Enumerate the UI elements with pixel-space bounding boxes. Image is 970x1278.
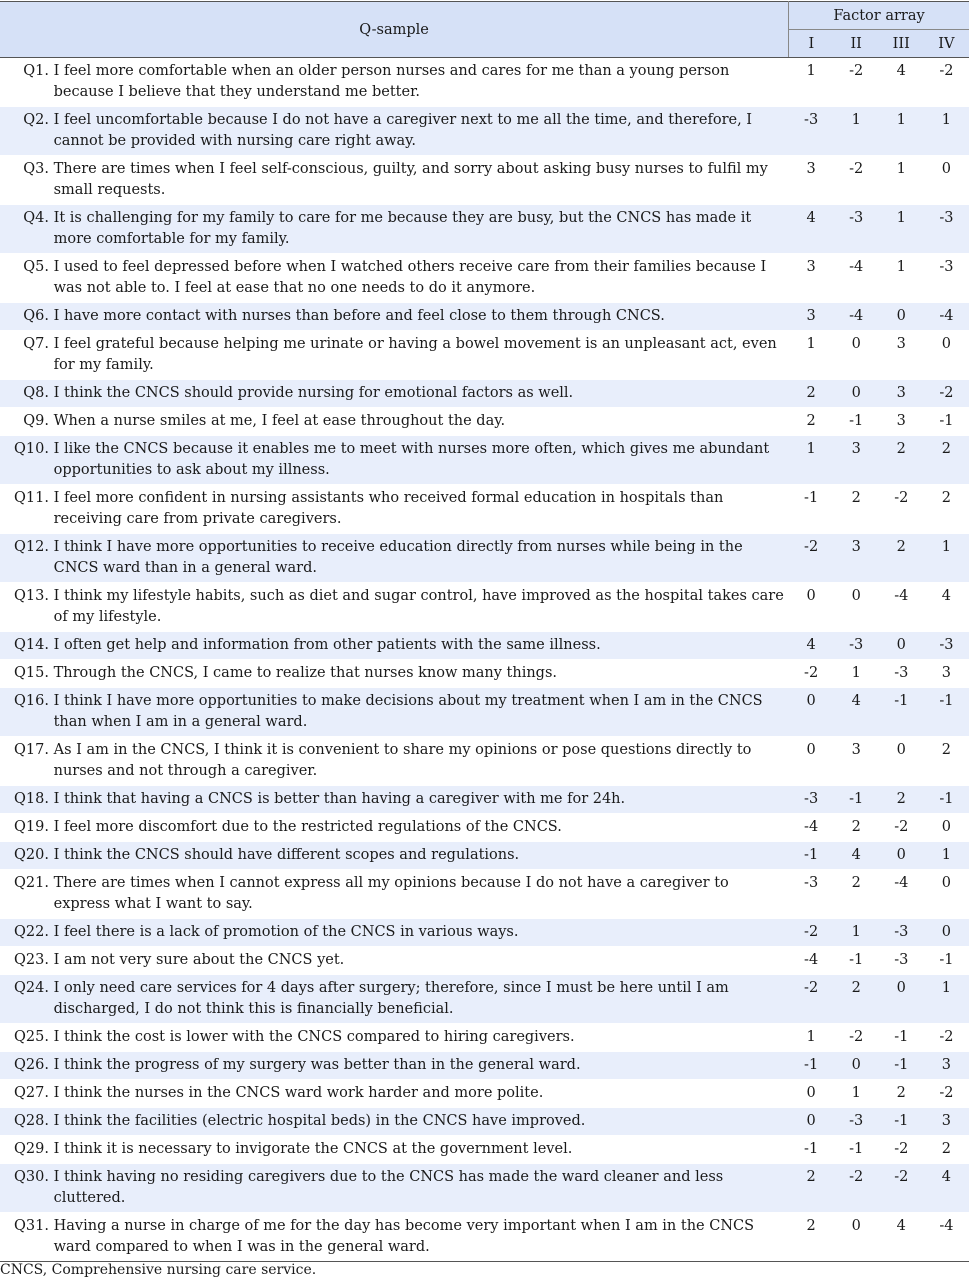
table-row <box>0 156 969 205</box>
q-sample-cell <box>0 1024 789 1052</box>
factor-i-value: -1 <box>789 1136 834 1164</box>
factor-iv-value: 4 <box>924 583 969 632</box>
q-id: Q6. <box>23 308 49 324</box>
factor-iii-value: 1 <box>879 107 924 156</box>
factor-iv-value: -2 <box>924 1080 969 1108</box>
factor-iv-value: -3 <box>924 254 969 303</box>
factor-iii-value: 2 <box>879 534 924 583</box>
q-statement: I feel there is a lack of promotion of the CNCS in various ways. <box>53 924 519 940</box>
q-sample-cell <box>0 870 789 919</box>
table-footnote: CNCS, Comprehensive nursing care service. <box>0 1262 317 1278</box>
q-statement: I think the CNCS should provide nursing for emotional factors as well. <box>53 385 574 401</box>
factor-i-value: 0 <box>789 688 834 737</box>
q-id: Q24. <box>14 980 49 996</box>
factor-ii-value: -1 <box>834 786 879 814</box>
table-row <box>0 408 969 436</box>
table-row <box>0 534 969 583</box>
factor-iv-value: -4 <box>924 303 969 331</box>
factor-ii-value: -4 <box>834 303 879 331</box>
q-id: Q19. <box>14 819 49 835</box>
factor-iii-value: -3 <box>879 660 924 688</box>
factor-iii-value: 1 <box>879 254 924 303</box>
q-sample-cell <box>0 534 789 583</box>
factor-ii-value: 0 <box>834 380 879 408</box>
q-sample-cell <box>0 632 789 660</box>
factor-i-value: 2 <box>789 1164 834 1213</box>
factor-i-value: -4 <box>789 814 834 842</box>
factor-ii-value: 0 <box>834 583 879 632</box>
q-sample-cell <box>0 688 789 737</box>
q-sample-cell <box>0 919 789 947</box>
factor-ii-value: 2 <box>834 975 879 1024</box>
table-row <box>0 205 969 254</box>
factor-i-value: 0 <box>789 583 834 632</box>
q-sample-cell <box>0 1164 789 1213</box>
q-id: Q30. <box>14 1169 49 1185</box>
factor-i-value: -3 <box>789 107 834 156</box>
factor-iv-value: -1 <box>924 408 969 436</box>
factor-iii-value: -3 <box>879 919 924 947</box>
factor-i-value: 0 <box>789 1080 834 1108</box>
q-id: Q25. <box>14 1029 49 1045</box>
q-id: Q21. <box>14 875 49 891</box>
q-id: Q20. <box>14 847 49 863</box>
q-statement: There are times when I feel self-conscious, guilty, and sorry about asking busy nurses to fulfil my small requests. <box>53 161 768 198</box>
q-id: Q14. <box>14 637 49 653</box>
q-id: Q29. <box>14 1141 49 1157</box>
factor-ii-value: 2 <box>834 814 879 842</box>
q-statement: I only need care services for 4 days after surgery; therefore, since I must be here until I am discharged, I do not think this is financially beneficial. <box>53 980 729 1017</box>
factor-iv-value: 2 <box>924 737 969 786</box>
q-statement: I think my lifestyle habits, such as diet and sugar control, have improved as the hospital takes care of my lifestyle. <box>53 588 784 625</box>
q-sample-cell <box>0 485 789 534</box>
q-statement: I often get help and information from other patients with the same illness. <box>53 637 601 653</box>
factor-header-iii: III <box>879 30 924 58</box>
factor-i-value: 3 <box>789 156 834 205</box>
factor-ii-value: 1 <box>834 660 879 688</box>
factor-ii-value: 2 <box>834 870 879 919</box>
table-row <box>0 814 969 842</box>
q-id: Q23. <box>14 952 49 968</box>
q-id: Q4. <box>23 210 49 226</box>
factor-iii-value: 3 <box>879 380 924 408</box>
table-row <box>0 1024 969 1052</box>
factor-iv-value: -2 <box>924 1024 969 1052</box>
q-id: Q10. <box>14 441 49 457</box>
factor-ii-value: 1 <box>834 919 879 947</box>
q-statement: I think the CNCS should have different scopes and regulations. <box>53 847 520 863</box>
table-row <box>0 58 969 107</box>
table-row <box>0 1164 969 1213</box>
factor-header-iv: IV <box>924 30 969 58</box>
factor-i-value: -2 <box>789 919 834 947</box>
factor-iii-value: 2 <box>879 436 924 485</box>
q-id: Q15. <box>14 665 49 681</box>
factor-i-value: -4 <box>789 947 834 975</box>
q-sample-cell <box>0 1136 789 1164</box>
q-sample-header: Q-sample <box>0 2 789 58</box>
table-row <box>0 303 969 331</box>
factor-iii-value: -4 <box>879 583 924 632</box>
factor-i-value: 4 <box>789 632 834 660</box>
factor-iv-value: -3 <box>924 205 969 254</box>
q-statement: I like the CNCS because it enables me to meet with nurses more often, which gives me abundant opportunities to ask about my illness. <box>53 441 770 478</box>
table-row <box>0 1213 969 1262</box>
q-id: Q11. <box>14 490 49 506</box>
factor-iii-value: 0 <box>879 303 924 331</box>
q-id: Q1. <box>23 63 49 79</box>
factor-i-value: 1 <box>789 331 834 380</box>
q-sample-cell <box>0 660 789 688</box>
q-statement: I think it is necessary to invigorate the CNCS at the government level. <box>53 1141 573 1157</box>
factor-iv-value: 1 <box>924 842 969 870</box>
factor-iii-value: 0 <box>879 737 924 786</box>
factor-i-value: -2 <box>789 534 834 583</box>
factor-ii-value: 3 <box>834 436 879 485</box>
table-header-row <box>0 2 969 30</box>
factor-i-value: -3 <box>789 786 834 814</box>
factor-iv-value: -2 <box>924 380 969 408</box>
q-id: Q26. <box>14 1057 49 1073</box>
factor-i-value: 2 <box>789 1213 834 1262</box>
q-id: Q17. <box>14 742 49 758</box>
factor-iii-value: -2 <box>879 814 924 842</box>
q-statement: Through the CNCS, I came to realize that nurses know many things. <box>53 665 557 681</box>
factor-iv-value: 1 <box>924 534 969 583</box>
factor-i-value: 2 <box>789 408 834 436</box>
factor-iv-value: 0 <box>924 870 969 919</box>
q-statement: When a nurse smiles at me, I feel at ease throughout the day. <box>53 413 506 429</box>
factor-ii-value: 0 <box>834 1052 879 1080</box>
factor-ii-value: -2 <box>834 156 879 205</box>
factor-iii-value: -1 <box>879 1024 924 1052</box>
factor-iii-value: 0 <box>879 632 924 660</box>
factor-iv-value: 3 <box>924 1108 969 1136</box>
q-statement: As I am in the CNCS, I think it is convenient to share my opinions or pose questions directly to nurses and not through a caregiver. <box>53 742 752 779</box>
factor-ii-value: 4 <box>834 842 879 870</box>
factor-ii-value: 1 <box>834 107 879 156</box>
factor-i-value: -1 <box>789 485 834 534</box>
factor-i-value: -1 <box>789 1052 834 1080</box>
factor-ii-value: -2 <box>834 58 879 107</box>
factor-i-value: -2 <box>789 975 834 1024</box>
factor-iv-value: 2 <box>924 1136 969 1164</box>
q-sample-cell <box>0 1052 789 1080</box>
q-statement: There are times when I cannot express all my opinions because I do not have a caregiver to express what I want to say. <box>53 875 729 912</box>
factor-i-value: 1 <box>789 58 834 107</box>
factor-iii-value: 3 <box>879 331 924 380</box>
table-row <box>0 1136 969 1164</box>
q-statement: I think the facilities (electric hospital beds) in the CNCS have improved. <box>53 1113 586 1129</box>
factor-iii-value: -2 <box>879 1136 924 1164</box>
q-sample-cell <box>0 303 789 331</box>
table-row <box>0 1080 969 1108</box>
factor-ii-value: -1 <box>834 947 879 975</box>
q-sample-cell <box>0 975 789 1024</box>
table-row <box>0 737 969 786</box>
factor-i-value: 4 <box>789 205 834 254</box>
factor-iv-value: 1 <box>924 975 969 1024</box>
factor-i-value: 3 <box>789 254 834 303</box>
factor-ii-value: 3 <box>834 534 879 583</box>
q-sample-cell <box>0 786 789 814</box>
factor-iii-value: 4 <box>879 58 924 107</box>
factor-iii-value: 0 <box>879 975 924 1024</box>
factor-iii-value: 2 <box>879 786 924 814</box>
q-id: Q31. <box>14 1218 49 1234</box>
factor-iv-value: -1 <box>924 947 969 975</box>
factor-iv-value: 0 <box>924 814 969 842</box>
q-statement: I feel more discomfort due to the restricted regulations of the CNCS. <box>53 819 562 835</box>
table-row <box>0 975 969 1024</box>
factor-iii-value: -1 <box>879 688 924 737</box>
factor-ii-value: -2 <box>834 1024 879 1052</box>
factor-iv-value: 0 <box>924 919 969 947</box>
table-row <box>0 919 969 947</box>
factor-iii-value: 1 <box>879 156 924 205</box>
factor-ii-value: 4 <box>834 688 879 737</box>
q-sample-cell <box>0 1213 789 1262</box>
q-statement: I feel uncomfortable because I do not have a caregiver next to me all the time, and therefore, I cannot be provided with nursing care right away. <box>53 112 753 149</box>
factor-ii-value: 3 <box>834 737 879 786</box>
q-sample-cell <box>0 205 789 254</box>
q-statement: I think the cost is lower with the CNCS compared to hiring caregivers. <box>53 1029 575 1045</box>
q-sample-cell <box>0 737 789 786</box>
factor-header-i: I <box>789 30 834 58</box>
factor-i-value: 2 <box>789 380 834 408</box>
q-statement: It is challenging for my family to care for me because they are busy, but the CNCS has made it more comfortable for my family. <box>53 210 752 247</box>
factor-iii-value: -4 <box>879 870 924 919</box>
factor-ii-value: 0 <box>834 1213 879 1262</box>
q-id: Q8. <box>23 385 49 401</box>
table-row <box>0 1108 969 1136</box>
factor-ii-value: -3 <box>834 205 879 254</box>
factor-i-value: 1 <box>789 436 834 485</box>
factor-iv-value: 1 <box>924 107 969 156</box>
q-sample-cell <box>0 1080 789 1108</box>
factor-iv-value: -2 <box>924 58 969 107</box>
factor-iv-value: 3 <box>924 660 969 688</box>
factor-iv-value: -1 <box>924 688 969 737</box>
q-id: Q7. <box>23 336 49 352</box>
table-row <box>0 660 969 688</box>
q-statement: I think that having a CNCS is better than having a caregiver with me for 24h. <box>53 791 626 807</box>
factor-iv-value: 3 <box>924 1052 969 1080</box>
factor-i-value: 0 <box>789 1108 834 1136</box>
factor-iv-value: -1 <box>924 786 969 814</box>
q-statement: I feel grateful because helping me urinate or having a bowel movement is an unpleasant act, even for my family. <box>53 336 777 373</box>
factor-iii-value: -2 <box>879 485 924 534</box>
factor-i-value: -3 <box>789 870 834 919</box>
q-id: Q13. <box>14 588 49 604</box>
q-sample-cell <box>0 156 789 205</box>
q-id: Q5. <box>23 259 49 275</box>
q-id: Q9. <box>23 413 49 429</box>
q-sample-cell <box>0 842 789 870</box>
q-statement: I think having no residing caregivers due to the CNCS has made the ward cleaner and less cluttered. <box>53 1169 724 1206</box>
factor-ii-value: 0 <box>834 331 879 380</box>
factor-iv-value: 2 <box>924 485 969 534</box>
table-row <box>0 1052 969 1080</box>
q-statement: I think the nurses in the CNCS ward work harder and more polite. <box>53 1085 544 1101</box>
q-sample-cell <box>0 947 789 975</box>
factor-iii-value: 3 <box>879 408 924 436</box>
q-id: Q28. <box>14 1113 49 1129</box>
factor-ii-value: -3 <box>834 1108 879 1136</box>
factor-iii-value: -1 <box>879 1108 924 1136</box>
table-row <box>0 485 969 534</box>
factor-iii-value: 1 <box>879 205 924 254</box>
factor-ii-value: 1 <box>834 1080 879 1108</box>
q-sample-cell <box>0 380 789 408</box>
q-id: Q2. <box>23 112 49 128</box>
q-sample-cell <box>0 436 789 485</box>
table-row <box>0 254 969 303</box>
table-row <box>0 870 969 919</box>
q-statement: I have more contact with nurses than before and feel close to them through CNCS. <box>53 308 665 324</box>
table-row <box>0 436 969 485</box>
factor-ii-value: -2 <box>834 1164 879 1213</box>
q-statement: I used to feel depressed before when I watched others receive care from their families because I was not able to. I feel at ease that no one needs to do it anymore. <box>53 259 767 296</box>
table-row <box>0 380 969 408</box>
q-id: Q22. <box>14 924 49 940</box>
q-sample-cell <box>0 254 789 303</box>
q-statement: I feel more comfortable when an older person nurses and cares for me than a young person because I believe that they understand me better. <box>53 63 730 100</box>
q-statement: I feel more confident in nursing assistants who received formal education in hospitals than receiving care from private caregivers. <box>53 490 724 527</box>
q-statement: I think I have more opportunities to make decisions about my treatment when I am in the CNCS than when I am in a general ward. <box>53 693 763 730</box>
q-statement: I am not very sure about the CNCS yet. <box>53 952 345 968</box>
factor-i-value: -2 <box>789 660 834 688</box>
q-id: Q18. <box>14 791 49 807</box>
table-row <box>0 842 969 870</box>
q-id: Q27. <box>14 1085 49 1101</box>
q-sample-cell <box>0 58 789 107</box>
factor-iv-value: 4 <box>924 1164 969 1213</box>
factor-iii-value: 2 <box>879 1080 924 1108</box>
factor-i-value: -1 <box>789 842 834 870</box>
q-sample-cell <box>0 814 789 842</box>
factor-header-ii: II <box>834 30 879 58</box>
factor-iii-value: -2 <box>879 1164 924 1213</box>
factor-iii-value: 4 <box>879 1213 924 1262</box>
factor-iii-value: 0 <box>879 842 924 870</box>
factor-iv-value: -4 <box>924 1213 969 1262</box>
table-row <box>0 688 969 737</box>
q-sample-cell <box>0 583 789 632</box>
factor-ii-value: 2 <box>834 485 879 534</box>
q-sample-cell <box>0 408 789 436</box>
factor-iv-value: 0 <box>924 156 969 205</box>
q-sample-cell <box>0 331 789 380</box>
factor-ii-value: -1 <box>834 1136 879 1164</box>
q-id: Q12. <box>14 539 49 555</box>
factor-ii-value: -1 <box>834 408 879 436</box>
factor-i-value: 0 <box>789 737 834 786</box>
factor-iv-value: 2 <box>924 436 969 485</box>
factor-i-value: 3 <box>789 303 834 331</box>
q-statement: I think I have more opportunities to receive education directly from nurses while being in the CNCS ward than in a general ward. <box>53 539 743 576</box>
factor-iii-value: -3 <box>879 947 924 975</box>
table-row <box>0 331 969 380</box>
table-row <box>0 107 969 156</box>
q-sample-cell <box>0 107 789 156</box>
q-sample-cell <box>0 1108 789 1136</box>
q-statement: I think the progress of my surgery was better than in the general ward. <box>53 1057 581 1073</box>
q-id: Q16. <box>14 693 49 709</box>
q-id: Q3. <box>23 161 49 177</box>
factor-i-value: 1 <box>789 1024 834 1052</box>
table-row <box>0 583 969 632</box>
table-body <box>0 58 969 1262</box>
table-row <box>0 947 969 975</box>
factor-array-header: Factor array <box>789 2 969 30</box>
q-statement: Having a nurse in charge of me for the day has become very important when I am in the CNCS ward compared to when I was in the general ward. <box>53 1218 755 1255</box>
factor-ii-value: -3 <box>834 632 879 660</box>
factor-iii-value: -1 <box>879 1052 924 1080</box>
factor-iv-value: -3 <box>924 632 969 660</box>
factor-array-table <box>0 1 969 1262</box>
factor-iv-value: 0 <box>924 331 969 380</box>
table-row <box>0 786 969 814</box>
table-row <box>0 632 969 660</box>
factor-ii-value: -4 <box>834 254 879 303</box>
